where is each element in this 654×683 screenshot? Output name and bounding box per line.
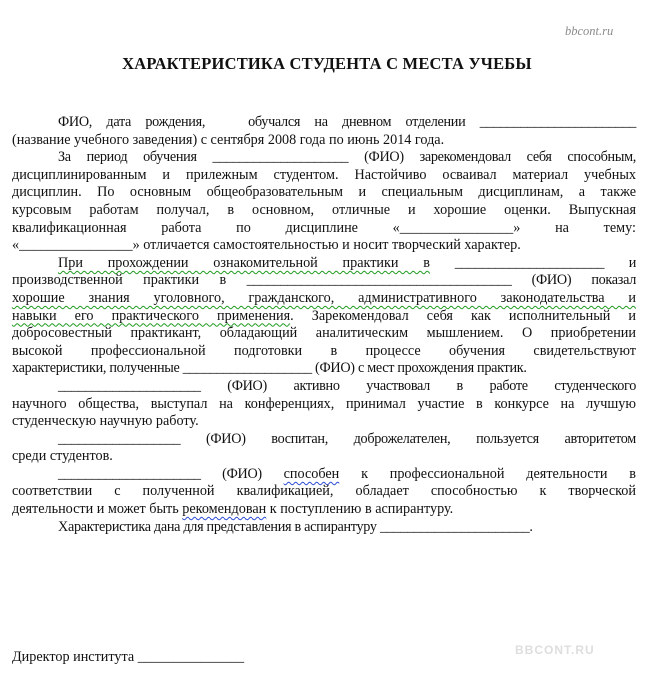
document-title: ХАРАКТЕРИСТИКА СТУДЕНТА С МЕСТА УЧЕБЫ [122, 54, 532, 73]
line: среди студентов. [12, 448, 113, 465]
line: соответствии с полученной квалификацией, обладает способностью к творческой [12, 483, 636, 500]
line: За период обучения ____________________ (ФИО) зарекомендовал себя способным, [58, 149, 636, 166]
line: студенческую научную работу. [12, 413, 199, 430]
line: __________________ (ФИО) воспитан, доброжелателен, пользуется авторитетом [58, 430, 636, 447]
document-body [12, 114, 636, 536]
line: высокой профессиональной подготовки в процессе обучения свидетельствуют [12, 342, 636, 359]
director-signature-line: Директор института _______________ [12, 649, 245, 665]
line: При прохождении ознакомительной практики в ______________________ и [58, 254, 636, 271]
line: научного общества, выступал на конференциях, принимал участие в конкурсе на лучшую [12, 395, 636, 412]
spelling-underlined-text: рекомендован [182, 501, 267, 518]
line: навыки его практического применения. Зарекомендовал себя как исполнительный и [12, 307, 636, 324]
line: добросовестный практикант, обладающий аналитическим мышлением. О приобретении [12, 325, 636, 342]
grammar-underlined-text: При прохождении ознакомительной практики в [58, 254, 430, 271]
line: «________________» отличается самостоятельностью и носит творческий характер. [12, 237, 521, 254]
spelling-underlined-text: способен [283, 465, 340, 482]
line: Характеристика дана для представления в аспирантуру ______________________. [58, 518, 533, 535]
line: дисциплин. По основным общеобразовательным и специальным дисциплинам, а также [12, 184, 636, 201]
site-watermark-bottom: BBCONT.RU [515, 643, 595, 657]
line: производственной практики в _______________________________________ (ФИО) показал [12, 272, 636, 289]
line [12, 290, 636, 308]
line: дисциплинированным и прилежным студентом. Настойчиво осваивал материал учебных [12, 166, 636, 183]
line: _____________________ (ФИО) способен к профессиональной деятельности в [58, 465, 636, 482]
line: квалификационная работа по дисциплине «________________» на тему: [12, 219, 636, 236]
line: _____________________ (ФИО) активно участвовал в работе студенческого [58, 377, 636, 394]
line: характеристики, полученные ___________________ (ФИО) с мест прохождения практик. [12, 360, 527, 377]
line: деятельности и может быть рекомендован к поступлению в аспирантуру. [12, 501, 454, 518]
site-watermark: bbcont.ru [565, 24, 614, 38]
line: ФИО, дата рождения, обучался на дневном отделении _______________________ [58, 114, 636, 130]
grammar-underlined-text: хорошие знания уголовного, гражданского, административного законодательства и [12, 289, 636, 306]
line: (название учебного заведения) с сентября 2008 года по июнь 2014 года. [12, 131, 445, 148]
grammar-underlined-text: навыки его практического применения [12, 307, 291, 324]
line: курсовым работам получал, в основном, отличные и хорошие оценки. Выпускная [12, 201, 636, 218]
